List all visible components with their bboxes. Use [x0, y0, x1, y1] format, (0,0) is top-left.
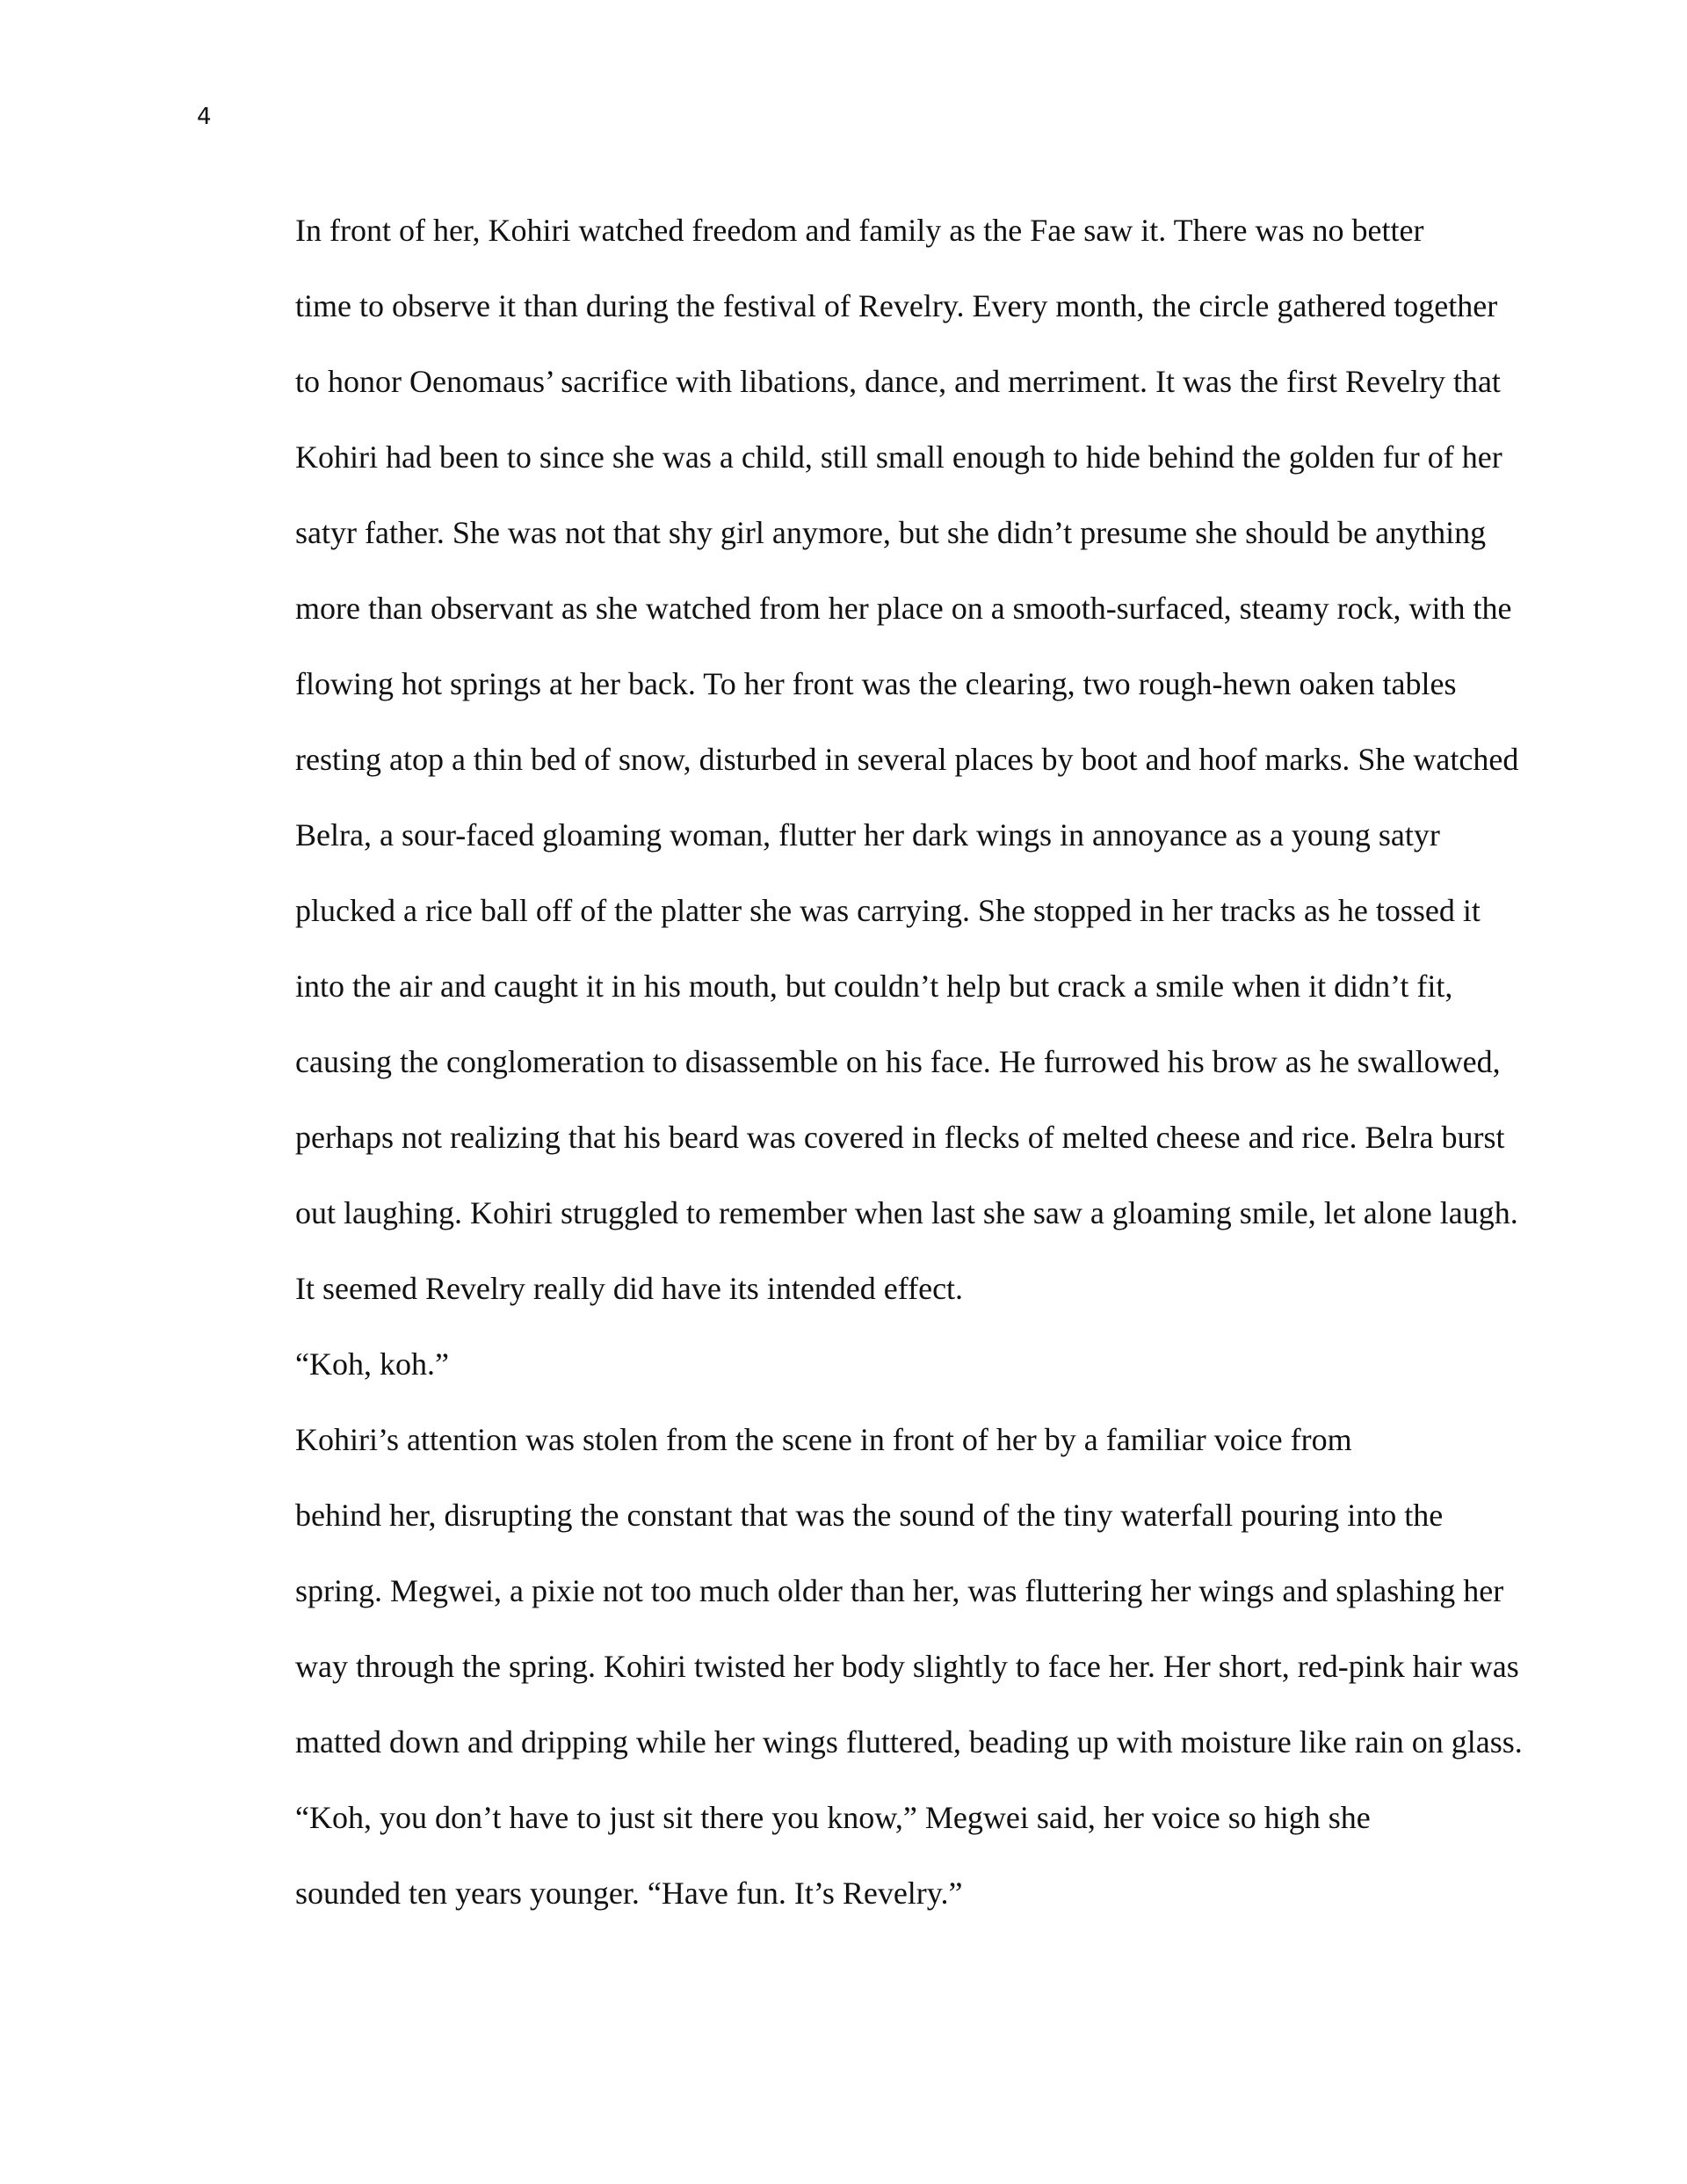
text-line: behind her, disrupting the constant that was the sound of the tiny waterfall pouring into the [295, 1498, 1444, 1533]
text-line: into the air and caught it in his mouth, but couldn’t help but crack a smile when it didn’t fit, [295, 969, 1453, 1004]
text-line: time to observe it than during the festival of Revelry. Every month, the circle gathered together [295, 288, 1498, 323]
text-line: Kohiri had been to since she was a child, still small enough to hide behind the golden fur of her [295, 439, 1502, 475]
text-line: way through the spring. Kohiri twisted her body slightly to face her. Her short, red-pink hair was [295, 1649, 1519, 1684]
text-line: flowing hot springs at her back. To her front was the clearing, two rough-hewn oaken tables [295, 666, 1457, 701]
text-line: It seemed Revelry really did have its intended effect. [295, 1271, 964, 1306]
text-line: “Koh, you don’t have to just sit there you know,” Megwei said, her voice so high she [295, 1800, 1371, 1835]
text-line: causing the conglomeration to disassemble on his face. He furrowed his brow as he swallowed, [295, 1044, 1501, 1079]
text-line: out laughing. Kohiri struggled to remember when last she saw a gloaming smile, let alone laugh. [295, 1195, 1518, 1230]
paragraph-revelry-scene [196, 192, 1519, 1326]
text-line: Belra, a sour-faced gloaming woman, flutter her dark wings in annoyance as a young satyr [295, 817, 1440, 853]
text-line: spring. Megwei, a pixie not too much older than her, was fluttering her wings and splashing her [295, 1573, 1504, 1608]
text-line: Kohiri’s attention was stolen from the scene in front of her by a familiar voice from [295, 1422, 1352, 1457]
text-line: perhaps not realizing that his beard was covered in flecks of melted cheese and rice. Belra burst [295, 1120, 1505, 1155]
text-line: “Koh, koh.” [295, 1346, 449, 1382]
page-number: 4 [197, 104, 212, 130]
text-line: sounded ten years younger. “Have fun. It’s Revelry.” [295, 1876, 963, 1911]
text-line: resting atop a thin bed of snow, disturbed in several places by boot and hoof marks. She watched [295, 742, 1519, 777]
manuscript-body [196, 192, 1523, 1931]
text-line: satyr father. She was not that shy girl anymore, but she didn’t presume she should be anything [295, 515, 1487, 550]
text-line: In front of her, Kohiri watched freedom and family as the Fae saw it. There was no better [295, 213, 1424, 248]
paragraph-megwei-arrives [196, 1402, 1523, 1780]
paragraph-megwei-dialogue [196, 1780, 1496, 1931]
text-line: matted down and dripping while her wings fluttered, beading up with moisture like rain on glass. [295, 1724, 1523, 1760]
text-line: to honor Oenomaus’ sacrifice with libations, dance, and merriment. It was the first Revelry that [295, 364, 1501, 399]
paragraph-dialogue-koh [196, 1326, 1496, 1402]
text-line: plucked a rice ball off of the platter she was carrying. She stopped in her tracks as he tossed it [295, 893, 1481, 928]
text-line: more than observant as she watched from her place on a smooth-surfaced, steamy rock, with the [295, 591, 1512, 626]
